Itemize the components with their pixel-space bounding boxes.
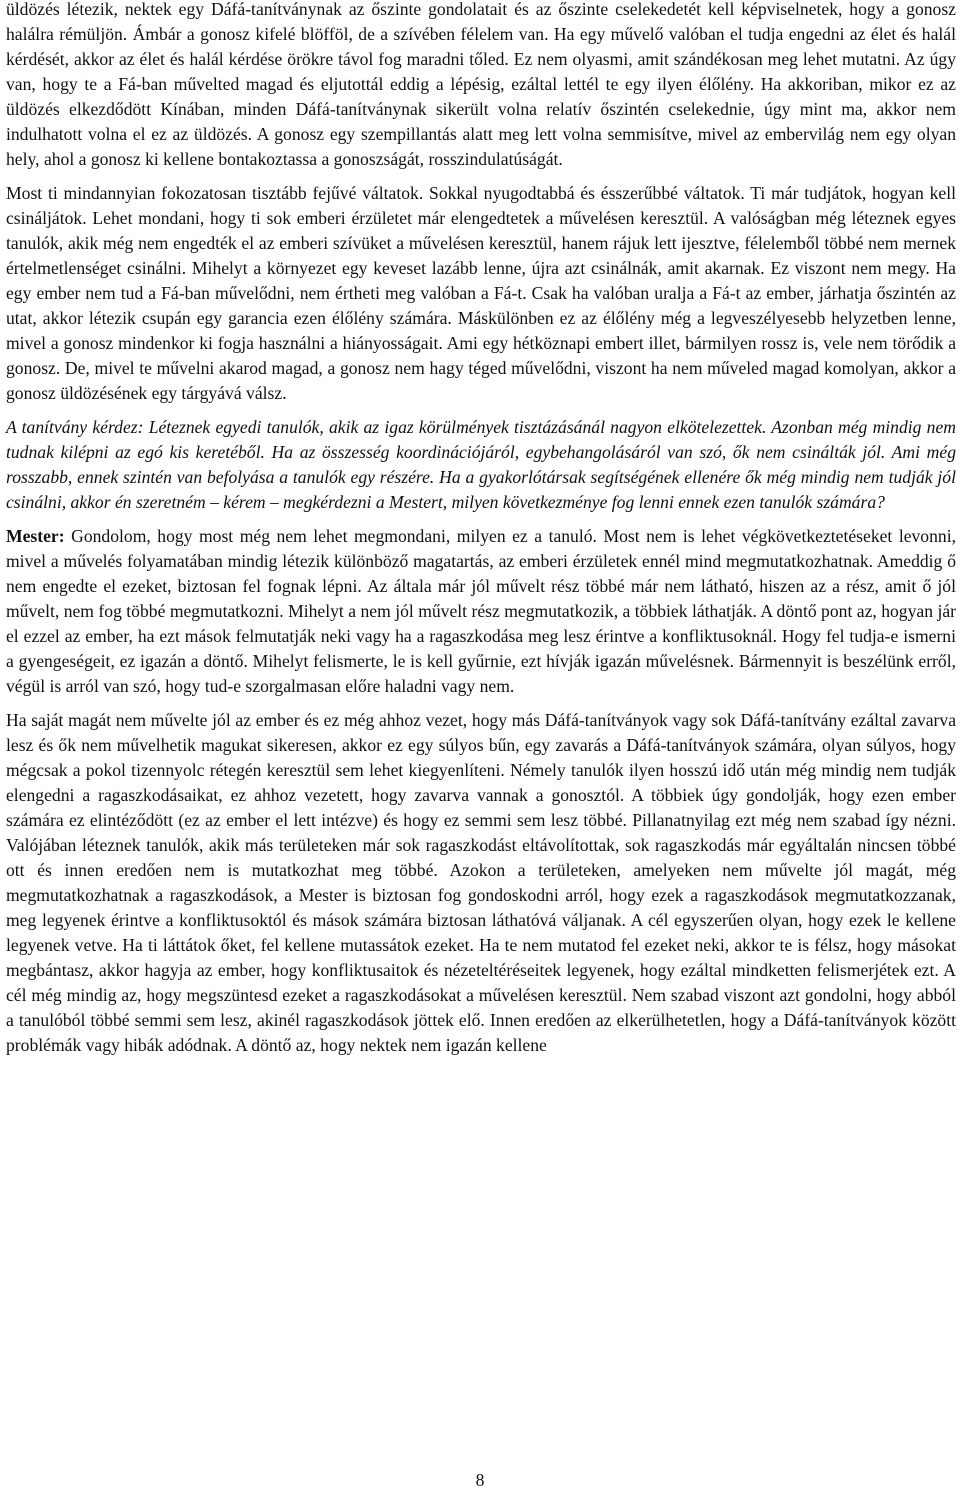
paragraph-1 <box>6 0 956 172</box>
master-answer-paragraph <box>6 524 956 699</box>
paragraph-5 <box>6 708 956 1058</box>
student-question-text: A tanítvány kérdez: Léteznek egyedi tanulók, akik az igaz körülmények tisztázásánál nagyon elkötelezettek. Azonban még mindig nem tudnak kilépni az egó kis keretéből. Ha az összesség koordinációjáról, egybehangolásáról van szó, ők nem csinálták jól. Ami még rosszabb, ennek szintén van befolyása a tanulók egy részére. Ha a gyakorlótársak segítségének ellenére ők még mindig nem tudják jól csinálni, akkor én szeretném – kérem – megkérdezni a Mestert, milyen következménye fog lenni ennek ezen tanulók számára? <box>6 417 956 512</box>
paragraph-2-text: Most ti mindannyian fokozatosan tisztább fejűvé váltatok. Sokkal nyugodtabbá és ésszerűbbé váltatok. Ti már tudjátok, hogyan kell csinálјátok. Lehet mondani, hogy ti sok emberi érzületet már elengedtetek a művelésen keresztül. A valóságban még léteznek egyes tanulók, akik még nem engedték el az emberi szívüket a művelésen keresztül, hanem rájuk lett ijesztve, félelemből többé nem mernek értelmetlenséget csinálni. Mihelyt a környezet egy keveset lazább lenne, újra azt csinálnák, amit akarnak. Ez viszont nem megy. Ha egy ember nem tud a Fá-ban művelődni, nem értheti meg valóban a Fá-t. Csak ha valóban uralja a Fá-t az ember, járhatja őszintén az utat, akkor létezik csupán egy garancia ezen élőlény számára. Máskülönben ez az élőlény még a legveszélyesebb helyzetben lenne, mivel a gonosz mindenkor ki fogja használni a hiányosságait. Ami egy hétköznapi embert illet, bármilyen rossz is, vele nem törődik a gonosz. De, mivel te művelni akarod magad, a gonosz nem hagy téged művelődni, viszont ha nem műveled magad komolyan, akkor a gonosz üldözésének egy tárgyává válsz. <box>6 183 956 403</box>
speaker-label: Mester: <box>6 526 65 546</box>
student-question-paragraph <box>6 415 956 515</box>
master-answer-text: Gondolom, hogy most még nem lehet megmondani, milyen ez a tanuló. Most nem is lehet végkövetkeztetéseket levonni, mivel a művelés folyamatában mindig létezik különböző magatartás, az emberi érzületek ennél mind megmutatkozhatnak. Ameddig ő nem engedte el ezeket, biztosan fel fognak lépni. Az általa már jól művelt rész többé már nem látható, hiszen az a rész, amit ő jól művelt, nem fog többé megmutatkozni. Mihelyt a nem jól művelt rész megmutatkozik, a többiek láthatják. A döntő pont az, hogyan jár el ezzel az ember, ha ezt mások felmutatják neki vagy ha a ragaszkodása meg lesz érintve a konfliktusoknál. Hogy fel tudja-e ismerni a gyengeségeit, ez igazán a döntő. Mihelyt felismerte, le is kell gyűrnie, ezt hívják igazán művelésnek. Bármennyit is beszélünk erről, végül is arról van szó, hogy tud-e szorgalmasan előre haladni vagy nem. <box>6 526 956 696</box>
paragraph-2 <box>6 181 956 406</box>
paragraph-5-text: Ha saját magát nem művelte jól az ember és ez még ahhoz vezet, hogy más Dáfá-tanítványok vagy sok Dáfá-tanítvány ezáltal zavarva lesz és ők nem művelhetik magukat sikeresen, akkor ez egy súlyos bűn, egy zavarás a Dáfá-tanítványok számára, olyan súlyos, hogy mégcsak a pokol tizennyolc rétegén keresztül sem lehet kiegyenlíteni. Némely tanulók ilyen hosszú idő után még mindig nem tudják elengedni a ragaszkodásaikat, ez ahhoz vezetett, hogy zavarva vannak a gonosztól. A többiek úgy gondolják, hogy ezen ember számára ez elintéződött (ez az ember el lett intézve) és hogy ez semmi sem lesz többé. Pillanatnyilag ezt még nem szabad így nézni. Valójában léteznek tanulók, akik más területeken már sok ragaszkodást eltávolítottak, sok ragaszkodás már egyáltalán nincsen többé ott és innen eredően nem is mutatkozhat meg többé. Azokon a területeken, amelyeken nem művelte jól magát, még megmutatkozhatnak a ragaszkodások, a Mester is biztosan fog gondoskodni arról, hogy ezek a ragaszkodások megmutatkozzanak, meg legyenek érintve a konfliktusoktól és mások számára biztosan láthatóvá váljanak. A cél egyszerűen olyan, hogy ezek le kellene legyenek vetve. Ha ti láttátok őket, fel kellene mutassátok ezeket. Ha te nem mutatod fel ezeket neki, akkor te is félsz, hogy másokat megbántasz, akkor hagyja az ember, hogy konfliktusaitok és nézeteltéréseitek legyenek, hogy ezáltal mindketten felismerjétek ezt. A cél még mindig az, hogy megszüntesd ezeket a ragaszkodásokat a művelésen keresztül. Nem szabad viszont azt gondolni, hogy abból a tanulóból többé semmi sem lesz, akinél ragaszkodások jöttek elő. Innen eredően az elkerülhetetlen, hogy a Dáfá-tanítványok között problémák vagy hibák adódnak. A döntő az, hogy nektek nem igazán kellene <box>6 710 956 1055</box>
paragraph-1-text: üldözés létezik, nektek egy Dáfá-tanítványnak az őszinte gondolatait és az őszinte cselekedetét kell képviselnetek, hogy a gonosz halálra rémüljön. Ámbár a gonosz kifelé blöfföl, de a szívében félelem van. Ha egy művelő valóban el tudja engedni az élet és halál kérdését, akkor az élet és halál kérdése örökre távol fog maradni tőled. Ez nem olyasmi, amit szándékosan meg lehet mutatni. Az úgy van, hogy te a Fá-ban művelted magad és eljutottál eddig a lépésig, ezáltal lettél te egy ilyen élőlény. Ha akkoriban, mikor ez az üldözés elkezdődött Kínában, minden Dáfá-tanítványnak sikerült volna relatív őszintén cselekednie, úgy mint ma, akkor nem indulhatott volna el ez az üldözés. A gonosz egy szempillantás alatt meg lett volna semmisítve, mivel az embervilág nem egy olyan hely, ahol a gonosz ki kellene bontakoztassa a gonoszságát, rosszindulatúságát. <box>6 0 956 169</box>
page-number: 8 <box>475 1470 485 1490</box>
document-page <box>6 0 956 1067</box>
